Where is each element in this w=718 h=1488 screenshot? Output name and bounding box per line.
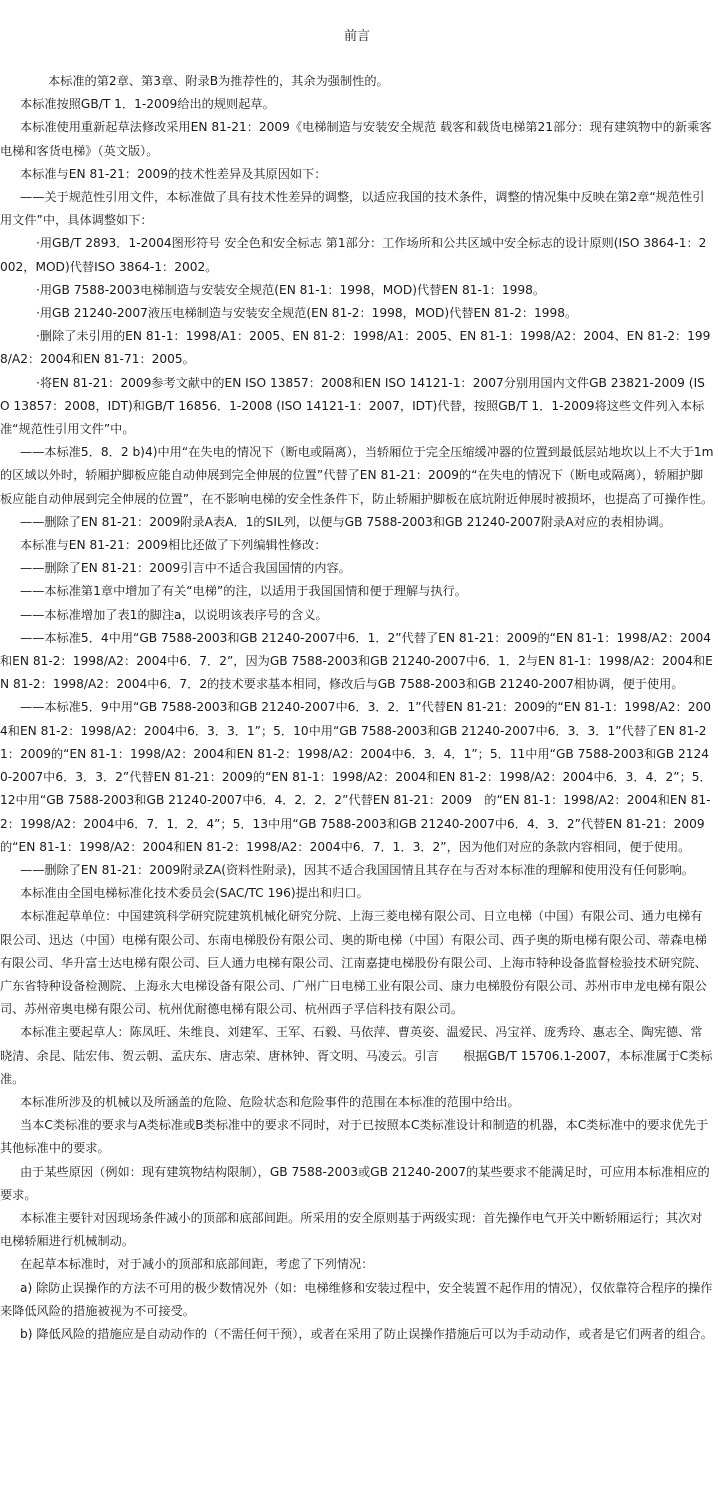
paragraph: ·用GB/T 2893．1-2004图形符号 安全色和安全标志 第1部分：工作场所和公共区域中安全标志的设计原则(ISO 3864-1：2002，MOD)代替ISO 3864-1：2002。 — [0, 236, 707, 274]
paragraph: 本标准与EN 81-21：2009相比还做了下列编辑性修改： — [20, 538, 327, 553]
paragraph: ——删除了EN 81-21：2009附录A表A．1的SIL列，以便与GB 7588-2003和GB 21240-2007附录A对应的表相协调。 — [20, 514, 672, 529]
paragraph: 本标准按照GB/T 1．1-2009给出的规则起草。 — [20, 97, 275, 112]
paragraph: 当本C类标准的要求与A类标准或B类标准中的要求不同时，对于已按照本C类标准设计和制造的机器，本C类标准中的要求优先于其他标准中的要求。 — [0, 1118, 709, 1156]
paragraph: 本标准所涉及的机械以及所涵盖的危险、危险状态和危险事件的范围在本标准的范围中给出。 — [20, 1094, 520, 1109]
document-body — [0, 70, 714, 1346]
paragraph: b) 降低风险的措施应是自动动作的（不需任何干预），或者在采用了防止误操作措施后可以为手动动作，或者是它们两者的组合。 — [20, 1326, 713, 1341]
paragraph: ——删除了EN 81-21：2009附录ZA(资料性附录)，因其不适合我国国情且其存在与否对本标准的理解和使用没有任何影响。 — [20, 862, 694, 877]
paragraph: ·将EN 81-21：2009参考文献中的EN ISO 13857：2008和EN ISO 14121-1：2007分别用国内文件GB 23821-2009 (ISO 13857：2008，IDT)和GB/T 16856．1-2008 (ISO 14121-1：2007，IDT)代替，按照GB/T 1．1-2009将这些文件列入本标准“规范性引用文件”中。 — [0, 375, 705, 437]
paragraph: ——删除了EN 81-21：2009引言中不适合我国国情的内容。 — [20, 561, 351, 576]
paragraph: ·用GB 21240-2007液压电梯制造与安装安全规范(EN 81-2：1998，MOD)代替EN 81-2：1998。 — [36, 306, 578, 321]
paragraph: 在起草本标准时，对于减小的顶部和底部间距，考虑了下列情况： — [20, 1257, 374, 1272]
paragraph: 本标准由全国电梯标准化技术委员会(SAC/TC 196)提出和归口。 — [20, 886, 369, 901]
paragraph: ——本标准增加了表1的脚注a，以说明该表序号的含义。 — [20, 607, 328, 622]
paragraph: a) 除防止误操作的方法不可用的极少数情况外（如：电梯维修和安装过程中，安全装置不起作用的情况），仅依靠符合程序的操作来降低风险的措施被视为不可接受。 — [0, 1280, 713, 1318]
paragraph: 本标准主要针对因现场条件减小的顶部和底部间距。所采用的安全原则基于两级实现：首先操作电气开关中断轿厢运行；其次对电梯轿厢进行机械制动。 — [0, 1210, 703, 1249]
paragraph: ——本标准5．9中用“GB 7588-2003和GB 21240-2007中6．3．2．1”代替EN 81-21：2009的“EN 81-1：1998/A2：2004和EN 81-2：1998/A2：2004中6．3．3．1”；5．10中用“GB 7588-2003和GB 21240-2007中6．3．3．1”代替了EN 81-21：2009的“EN 81-1：1998/A2：2004和EN 81-2：1998/A2：2004中6．3．4．1”；5．11中用“GB 7588-2003和GB 21240-2007中6．3．3．2”代替EN 81-21：2009的“EN 81-1：1998/A2：2004和EN 81-2：1998/A2：2004中6．3．4．2”；5．12中用“GB 7588-2003和GB 21240-2007中6．4．2．2．2”代替EN 81-21：2009 的“EN 81-1：1998/A2：2004和EN 81-2：1998/A2：2004中6．7．1．2．4”；5．13中用“GB 7588-2003和GB 21240-2007中6．4．3．2”代替EN 81-21：2009的“EN 81-1：1998/A2：2004和EN 81-2：1998/A2：2004中6．7．1．3．2”，因为他们对应的条款内容相同，便于使用。 — [0, 700, 712, 854]
page-title: 前言 — [343, 29, 370, 44]
paragraph: 本标准主要起草人：陈凤旺、朱维良、刘建军、王军、石毅、马依萍、曹英姿、温爱民、冯宝祥、庞秀玲、惠志全、陶宪德、常晓清、余昆、陆宏伟、贺云朝、孟庆东、唐志荣、唐林钟、胥文明、马凌云。引言 根据GB/T 15706.1-2007，本标准属于C类标准。 — [0, 1025, 713, 1086]
paragraph: ·用GB 7588-2003电梯制造与安装安全规范(EN 81-1：1998，MOD)代替EN 81-1：1998。 — [36, 282, 546, 297]
paragraph: 本标准的第2章、第3章、附录B为推荐性的，其余为强制性的。 — [48, 74, 389, 88]
paragraph: ——本标准第1章中增加了有关“电梯”的注，以适用于我国国情和便于理解与执行。 — [20, 584, 467, 599]
paragraph: 本标准起草单位：中国建筑科学研究院建筑机械化研究分院、上海三菱电梯有限公司、日立电梯（中国）有限公司、通力电梯有限公司、迅达（中国）电梯有限公司、东南电梯股份有限公司、奥的斯电梯（中国）有限公司、西子奥的斯电梯有限公司、蒂森电梯有限公司、华升富士达电梯有限公司、巨人通力电梯有限公司、江南嘉捷电梯股份有限公司、上海市特种设备监督检验技术研究院、广东省特种设备检测院、上海永大电梯设备有限公司、广州广日电梯工业有限公司、康力电梯股份有限公司、苏州市申龙电梯有限公司、苏州帝奥电梯有限公司、杭州优耐德电梯有限公司、杭州西子孚信科技有限公司。 — [0, 909, 707, 1017]
paragraph: ·删除了未引用的EN 81-1：1998/A1：2005、EN 81-2：1998/A1：2005、EN 81-1：1998/A2：2004、EN 81-2：1998/A2：2004和EN 81-71：2005。 — [0, 329, 711, 367]
paragraph: 由于某些原因（例如：现有建筑物结构限制），GB 7588-2003或GB 21240-2007的某些要求不能满足时，可应用本标准相应的要求。 — [0, 1164, 710, 1202]
paragraph: ——关于规范性引用文件，本标准做了具有技术性差异的调整，以适应我国的技术条件，调整的情况集中反映在第2章“规范性引用文件”中，具体调整如下： — [0, 190, 705, 228]
paragraph: 本标准与EN 81-21：2009的技术性差异及其原因如下： — [20, 166, 327, 181]
paragraph: ——本标准5．4中用“GB 7588-2003和GB 21240-2007中6．1．2”代替了EN 81-21：2009的“EN 81-1：1998/A2：2004和EN 81-2：1998/A2：2004中6．7．2”，因为GB 7588-2003和GB 21240-2007中6．1．2与EN 81-1：1998/A2：2004和EN 81-2：1998/A2：2004中6．7．2的技术要求基本相同，修改后与GB 7588-2003和GB 21240-2007相协调，便于使用。 — [0, 630, 713, 692]
paragraph: 本标准使用重新起草法修改采用EN 81-21：2009《电梯制造与安装安全规范 载客和载货电梯第21部分：现有建筑物中的新乘客电梯和客货电梯》（英文版）。 — [0, 120, 712, 158]
paragraph: ——本标准5．8．2 b)4)中用“在失电的情况下（断电或隔离），当轿厢位于完全压缩缓冲器的位置到最低层站地坎以上不大于1m的区域以外时，轿厢护脚板应能自动伸展到完全伸展的位置”代替了EN 81-21：2009的“在失电的情况下（断电或隔离），轿厢护脚板应能自动伸展到完全伸展的位置”，在不影响电梯的安全性条件下，防止轿厢护脚板在底坑附近伸展时被损坏，也提高了可操作性。 — [0, 445, 714, 506]
